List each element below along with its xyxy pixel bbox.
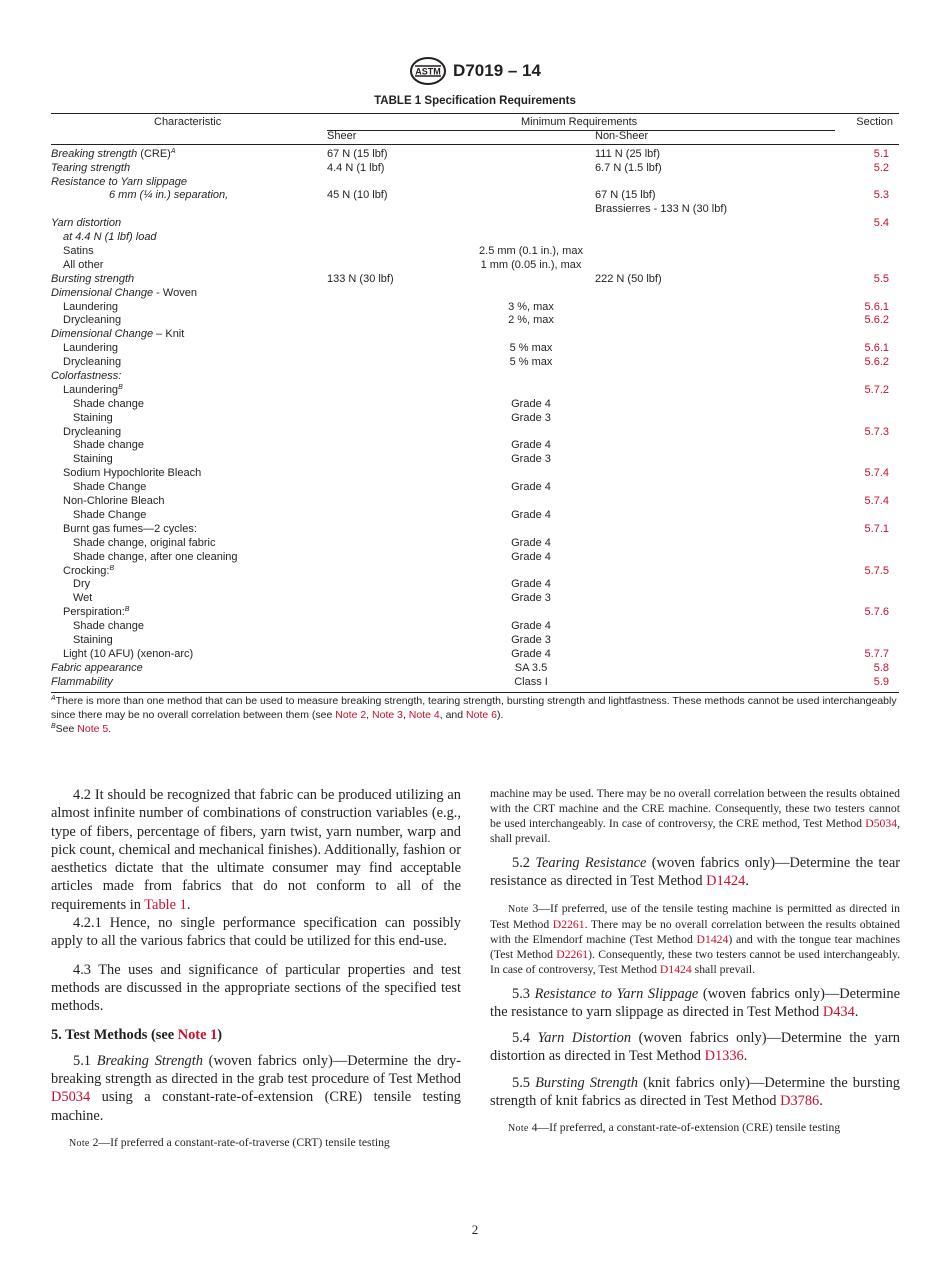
paragraph-5-3: 5.3 Resistance to Yarn Slippage (woven fabrics only)—Determine the resistance to yarn slippage as directed in Test Method D434. [490, 985, 900, 1020]
table-row [51, 314, 899, 328]
section-link[interactable]: 5.7.6 [864, 606, 889, 619]
table-row [51, 620, 899, 634]
table-row [51, 523, 899, 537]
cell-characteristic: Laundering [63, 300, 119, 313]
table-row [51, 384, 899, 398]
cell-characteristic: at 4.4 N (1 lbf) load [63, 231, 157, 244]
header-minimum: Minimum Requirements [521, 116, 638, 128]
table-row [51, 245, 899, 259]
cell-characteristic: Staining [73, 633, 113, 646]
table-row [51, 231, 899, 245]
table-row [51, 495, 899, 509]
table-row [51, 259, 899, 273]
cell-requirement: Grade 4 [511, 397, 551, 410]
section-link[interactable]: 5.6.2 [864, 314, 889, 327]
cell-requirement: 2.5 mm (0.1 in.), max [479, 245, 583, 258]
cell-characteristic: Flammability [51, 675, 113, 688]
cell-requirement: Grade 4 [511, 550, 551, 563]
table-row [51, 342, 899, 356]
cell-requirement: 2 %, max [508, 314, 554, 327]
table-row [51, 287, 899, 301]
cell-requirement: Grade 4 [511, 439, 551, 452]
section-link[interactable]: 5.7.1 [864, 522, 889, 535]
table-row [51, 301, 899, 315]
table-row [51, 412, 899, 426]
paragraph-5-2: 5.2 Tearing Resistance (woven fabrics only)—Determine the tear resistance as directed in Test Method D1424. [490, 855, 900, 890]
section-link[interactable]: 5.6.1 [864, 342, 889, 355]
table-row [51, 217, 899, 231]
d5034-link-2[interactable]: D5034 [865, 817, 898, 830]
left-column [51, 786, 461, 1151]
paragraph-4-2-1: 4.2.1 Hence, no single performance specification can possibly apply to all the various fabrics that could be utilized for this end-use. [51, 915, 461, 950]
d1424-link-3[interactable]: D1424 [659, 962, 692, 976]
cell-characteristic: Resistance to Yarn slippage [51, 175, 187, 188]
cell-characteristic: Laundering$^B$ [63, 383, 123, 396]
cell-sheer: 45 N (10 lbf) [327, 189, 388, 202]
cell-characteristic: 6 mm (¼ in.) separation, [109, 189, 229, 202]
cell-requirement: Grade 4 [511, 508, 551, 521]
astm-logo-icon [409, 56, 447, 86]
table-row [51, 273, 899, 287]
cell-characteristic: Colorfastness: [51, 370, 122, 383]
paragraph-4-3: 4.3 The uses and significance of particular properties and test methods are discussed in the appropriate sections of the specified test methods. [51, 961, 461, 1015]
cell-non-sheer: 6.7 N (1.5 lbf) [595, 161, 662, 174]
cell-characteristic: Perspiration:$^B$ [63, 606, 130, 619]
paragraph-4-2: 4.2 It should be recognized that fabric can be produced utilizing an almost infinite number of combinations of construction variables (e.g., type of fibers, percentage of fibers, yarn twist, yarn number, warp and pick count, chemical and mechanical finishes). Additionally, fashion or aesthetics dictate that the ultimate consumer may find acceptable articles made from fabrics that do not conform to all of the requirements in Table 1. [51, 787, 461, 913]
note-3: Note 3—If preferred, use of the tensile testing machine is permitted as directed in Test Method D2261. There may be no overall correlation between the results obtained with the Elmendorf machine (Test Method D1424) and with the tongue tear machines (Test Method D2261). Consequently, these two testers cannot be used interchangeably. In case of controversy, Test Method D1424 shall prevail. [490, 901, 900, 976]
table-row [51, 398, 899, 412]
note-2-continued: machine may be used. There may be no overall correlation between the results obtained with the CRT machine and the CRE machine. Consequently, these two testers cannot be used interchangeably. In case of controversy, the CRE method, Test Method D5034, shall prevail. [490, 787, 900, 845]
section-link[interactable]: 5.8 [873, 661, 889, 674]
note-4-link[interactable]: Note 4 [408, 709, 440, 721]
cell-characteristic: Bursting strength [51, 272, 135, 285]
right-column [490, 786, 900, 1136]
section-link[interactable]: 5.7.3 [864, 425, 889, 438]
header-sheer: Sheer [327, 129, 357, 142]
note-2: Note 2—If preferred a constant-rate-of-traverse (CRT) tensile testing [69, 1136, 390, 1150]
cell-requirement: Grade 3 [511, 453, 551, 466]
cell-characteristic: Non-Chlorine Bleach [63, 495, 165, 508]
table-row [51, 203, 899, 217]
cell-characteristic: Drycleaning [63, 425, 122, 438]
cell-requirement: Grade 4 [511, 481, 551, 494]
cell-requirement: 1 mm (0.05 in.), max [480, 258, 582, 271]
table-row [51, 537, 899, 551]
cell-characteristic: Drycleaning [63, 314, 122, 327]
cell-characteristic: Shade change [73, 397, 144, 410]
table-row [51, 356, 899, 370]
table-header-row [51, 116, 899, 130]
table-row [51, 481, 899, 495]
table-row [51, 509, 899, 523]
section-link[interactable]: 5.7.2 [864, 383, 889, 396]
paragraph-5-1: 5.1 Breaking Strength (woven fabrics only)—Determine the dry-breaking strength as directed in the grab test procedure of Test Method D5034 using a constant-rate-of-extension (CRE) tensile testing machine. [51, 1052, 461, 1124]
table-row [51, 370, 899, 384]
table-subheader-row [51, 130, 899, 144]
section-link[interactable]: 5.4 [873, 217, 889, 230]
note-1-link[interactable]: Note 1 [177, 1026, 218, 1043]
cell-requirement: Class I [514, 675, 548, 688]
section-link[interactable]: 5.2 [873, 161, 889, 174]
table-row [51, 148, 899, 162]
cell-characteristic: Tearing strength [51, 161, 131, 174]
cell-characteristic: Crocking:$^B$ [63, 564, 115, 577]
table-row [51, 648, 899, 662]
section-link[interactable]: 5.9 [873, 675, 889, 688]
table-row [51, 189, 899, 203]
table-row [51, 467, 899, 481]
table-1-link[interactable]: Table 1 [144, 896, 187, 913]
cell-characteristic: Drycleaning [63, 356, 122, 369]
table-row [51, 439, 899, 453]
page-number: 2 [471, 1222, 479, 1237]
paragraph-5-4: 5.4 Yarn Distortion (woven fabrics only)—Determine the yarn distortion as directed in Test Method D1336. [490, 1030, 900, 1065]
header-characteristic: Characteristic [154, 116, 222, 128]
section-link[interactable]: 5.7.4 [864, 467, 889, 480]
cell-requirement: SA 3.5 [514, 661, 548, 674]
cell-characteristic: Staining [73, 453, 113, 466]
header-non-sheer: Non-Sheer [595, 129, 649, 142]
note-6-link[interactable]: Note 6 [466, 709, 497, 721]
d2261-link-2[interactable]: D2261 [556, 947, 589, 961]
note-3-link[interactable]: Note 3 [372, 709, 403, 721]
cell-characteristic: Burnt gas fumes—2 cycles: [63, 522, 197, 535]
table-title: TABLE 1 Specification Requirements [374, 95, 576, 107]
cell-non-sheer: 111 N (25 lbf) [595, 147, 661, 160]
footnote-b: $^B$See Note 5. [51, 723, 112, 735]
table-row [51, 162, 899, 176]
section-link[interactable]: 5.7.7 [864, 647, 889, 660]
cell-sheer: 133 N (30 lbf) [327, 272, 394, 285]
section-link[interactable]: 5.6.2 [864, 356, 889, 369]
table-row [51, 634, 899, 648]
header-bottom-rule [51, 144, 899, 145]
cell-requirement: Grade 3 [511, 411, 551, 424]
table-row [51, 426, 899, 440]
cell-non-sheer: Brassierres - 133 N (30 lbf) [595, 203, 728, 216]
cell-characteristic: Wet [73, 592, 93, 605]
cell-characteristic: Dimensional Change – Knit [51, 328, 185, 341]
d3786-link[interactable]: D3786 [780, 1093, 820, 1110]
cell-requirement: Grade 4 [511, 536, 551, 549]
cell-requirement: 5 % max [509, 356, 553, 369]
cell-characteristic: Staining [73, 411, 113, 424]
cell-characteristic: Shade Change [73, 481, 147, 494]
page-header [0, 56, 950, 86]
cell-non-sheer: 67 N (15 lbf) [595, 189, 656, 202]
svg-text:ASTM: ASTM [415, 66, 441, 77]
section-link[interactable]: 5.3 [873, 189, 889, 202]
table-bottom-rule [51, 692, 899, 693]
paragraph-5-5: 5.5 Bursting Strength (knit fabrics only)—Determine the bursting strength of knit fabrics as directed in Test Method D3786. [490, 1074, 900, 1110]
table-row [51, 176, 899, 190]
cell-non-sheer: 222 N (50 lbf) [595, 272, 662, 285]
cell-characteristic: Laundering [63, 342, 119, 355]
section-link[interactable]: 5.7.4 [864, 495, 889, 508]
cell-characteristic: Shade change [73, 439, 144, 452]
table-row [51, 453, 899, 467]
section-link[interactable]: 5.7.5 [864, 564, 889, 577]
cell-requirement: Grade 3 [511, 592, 551, 605]
note-2-link[interactable]: Note 2 [335, 709, 367, 721]
cell-characteristic: Shade change, after one cleaning [73, 550, 238, 563]
cell-sheer: 4.4 N (1 lbf) [327, 161, 385, 174]
table-row [51, 676, 899, 690]
cell-characteristic: Sodium Hypochlorite Bleach [63, 467, 202, 480]
cell-requirement: Grade 4 [511, 620, 551, 633]
cell-characteristic: Yarn distortion [51, 217, 122, 230]
table-row [51, 606, 899, 620]
cell-characteristic: Light (10 AFU) (xenon-arc) [63, 647, 194, 660]
cell-requirement: Grade 3 [511, 633, 551, 646]
section-link[interactable]: 5.1 [873, 147, 889, 160]
cell-characteristic: Dimensional Change - Woven [51, 286, 197, 299]
header-section: Section [856, 116, 893, 128]
section-link[interactable]: 5.5 [873, 272, 889, 285]
table-row [51, 662, 899, 676]
note-5-link[interactable]: Note 5 [77, 723, 109, 735]
d1424-link[interactable]: D1424 [706, 873, 746, 890]
cell-requirement: Grade 4 [511, 647, 551, 660]
cell-characteristic: Fabric appearance [51, 661, 143, 674]
d1424-link-2[interactable]: D1424 [696, 932, 729, 946]
cell-characteristic: All other [63, 258, 104, 271]
cell-characteristic: Shade change [73, 620, 144, 633]
d2261-link[interactable]: D2261 [552, 917, 585, 931]
cell-sheer: 67 N (15 lbf) [327, 147, 388, 160]
cell-requirement: 5 % max [509, 342, 553, 355]
table-row [51, 551, 899, 565]
table-top-rule [51, 113, 899, 114]
specification-table [51, 113, 899, 690]
cell-requirement: Grade 4 [511, 578, 551, 591]
footnote-a: $^A$There is more than one method that can be used to measure breaking strength, tearing strength, bursting strength and lightfastness. These methods cannot be used interchangeably since there may be no overall correlation between them (see Note 2, Note 3, Note 4, and Note 6). [51, 695, 897, 721]
cell-characteristic: Shade Change [73, 508, 147, 521]
cell-characteristic: Satins [63, 245, 94, 258]
cell-characteristic: Shade change, original fabric [73, 536, 216, 549]
table-row [51, 592, 899, 606]
table-footnotes [51, 694, 899, 736]
section-5-heading: 5. Test Methods (see Note 1) [51, 1026, 223, 1043]
cell-requirement: 3 %, max [508, 300, 554, 313]
table-body [51, 144, 899, 690]
d1336-link[interactable]: D1336 [704, 1048, 744, 1065]
table-row [51, 328, 899, 342]
section-link[interactable]: 5.6.1 [864, 300, 889, 313]
table-row [51, 578, 899, 592]
d5034-link[interactable]: D5034 [51, 1089, 91, 1106]
standard-designation: D7019 – 14 [453, 61, 541, 80]
note-4: Note 4—If preferred, a constant-rate-of-extension (CRE) tensile testing [508, 1121, 841, 1135]
cell-characteristic: Dry [73, 578, 91, 591]
cell-characteristic: Breaking strength (CRE)$^A$ [51, 147, 176, 160]
table-row [51, 565, 899, 579]
d434-link[interactable]: D434 [822, 1003, 855, 1020]
